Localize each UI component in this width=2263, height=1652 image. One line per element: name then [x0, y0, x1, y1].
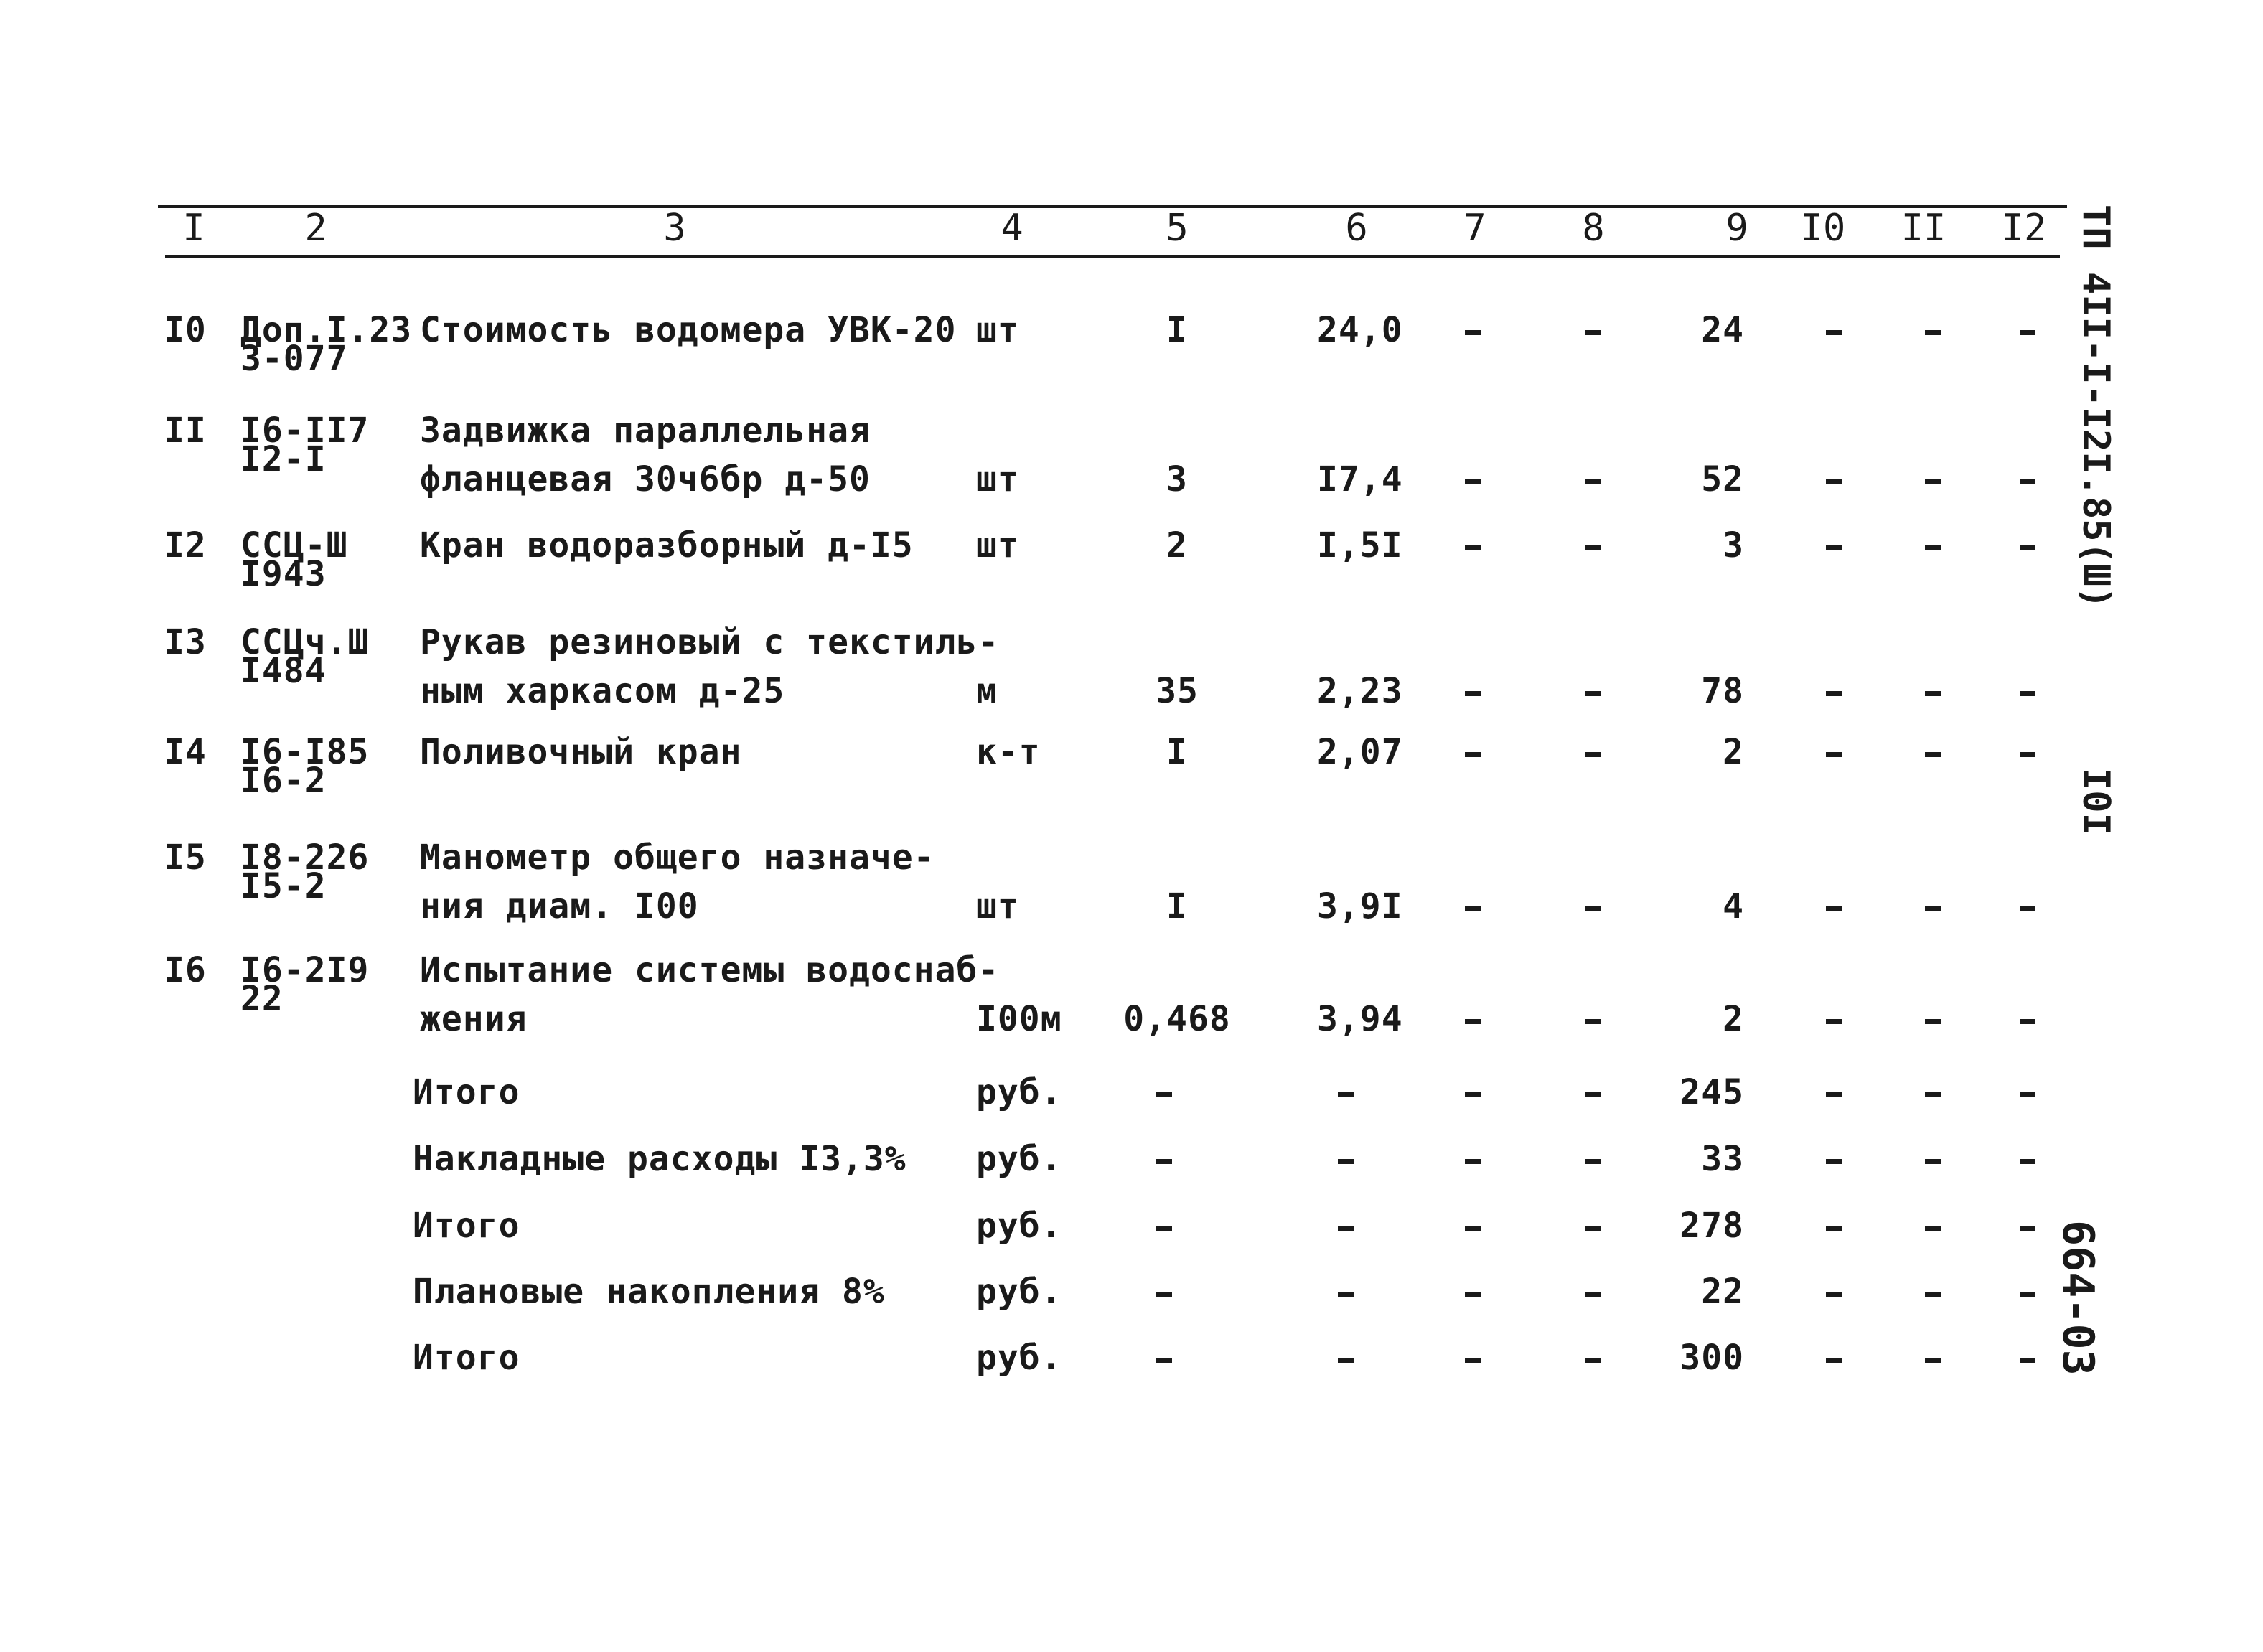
column-7-value — [1465, 1159, 1481, 1164]
column-5-value — [1156, 1292, 1172, 1297]
unit: шт — [976, 525, 1019, 565]
column-8-value — [1585, 1226, 1601, 1231]
column-11-value — [1925, 1292, 1941, 1297]
summary-label: Итого — [413, 1338, 520, 1378]
total-cost: 2 — [1723, 999, 1744, 1039]
column-7-value — [1465, 1019, 1481, 1024]
row-number: I4 — [164, 732, 207, 772]
reference-code: ССЦ-Ш — [240, 525, 348, 565]
item-name-line: ным харкасом д-25 — [420, 671, 785, 711]
column-6-value — [1338, 1358, 1354, 1363]
column-12-value — [2020, 330, 2035, 335]
item-name-line: Манометр общего назначе- — [420, 837, 935, 878]
item-name-line: ния диам. I00 — [420, 886, 699, 926]
column-header-4: 4 — [1001, 207, 1023, 250]
column-12-value — [2020, 545, 2035, 550]
column-7-value — [1465, 752, 1481, 757]
summary-unit: руб. — [976, 1072, 1062, 1112]
column-11-value — [1925, 1019, 1941, 1024]
column-header-8: 8 — [1582, 207, 1605, 250]
column-7-value — [1465, 691, 1481, 696]
unit: шт — [976, 310, 1019, 350]
quantity: 35 — [1156, 671, 1199, 711]
total-cost: 2 — [1723, 732, 1744, 772]
column-10-value — [1826, 1092, 1842, 1097]
unit-price: 2,07 — [1317, 732, 1403, 772]
row-number: I0 — [164, 310, 207, 350]
quantity: I — [1166, 886, 1188, 926]
column-8-value — [1585, 1292, 1601, 1297]
column-8-value — [1585, 1019, 1601, 1024]
summary-total: 33 — [1701, 1139, 1744, 1179]
reference-subcode: I2-I — [240, 439, 327, 479]
unit-price: 3,9I — [1317, 886, 1403, 926]
column-12-value — [2020, 1358, 2035, 1363]
total-cost: 3 — [1723, 525, 1744, 565]
row-number: I6 — [164, 950, 207, 990]
reference-code: I6-2I9 — [240, 950, 370, 990]
column-5-value — [1156, 1226, 1172, 1231]
column-7-value — [1465, 545, 1481, 550]
column-header-5: 5 — [1166, 207, 1189, 250]
column-header-9: 9 — [1725, 207, 1748, 250]
summary-total: 22 — [1701, 1272, 1744, 1312]
column-12-value — [2020, 1159, 2035, 1164]
column-6-value — [1338, 1092, 1354, 1097]
column-11-value — [1925, 906, 1941, 911]
reference-code: I6-II7 — [240, 410, 370, 451]
reference-code: I6-I85 — [240, 732, 370, 772]
item-name-line: жения — [420, 999, 528, 1039]
column-10-value — [1826, 906, 1842, 911]
column-10-value — [1826, 1159, 1842, 1164]
column-header-3: 3 — [663, 207, 686, 250]
summary-unit: руб. — [976, 1206, 1062, 1246]
column-5-value — [1156, 1358, 1172, 1363]
summary-total: 278 — [1679, 1206, 1744, 1246]
column-11-value — [1925, 545, 1941, 550]
margin-page-number: I0I — [2074, 768, 2117, 835]
column-header-11: II — [1901, 207, 1946, 250]
column-8-value — [1585, 906, 1601, 911]
column-11-value — [1925, 752, 1941, 757]
item-name-line: Рукав резиновый с текстиль- — [420, 622, 1000, 662]
item-name-line: Стоимость водомера УВК-20 — [420, 310, 957, 350]
unit-price: 2,23 — [1317, 671, 1403, 711]
unit: I00м — [976, 999, 1062, 1039]
summary-unit: руб. — [976, 1272, 1062, 1312]
column-12-value — [2020, 1226, 2035, 1231]
summary-label: Итого — [413, 1206, 520, 1246]
column-6-value — [1338, 1159, 1354, 1164]
margin-document-code: ТП 4II-I-I2I.85(Ш) — [2074, 205, 2117, 609]
summary-label: Накладные расходы I3,3% — [413, 1139, 906, 1179]
header-underline-rule — [165, 255, 2060, 258]
reference-subcode: I5-2 — [240, 866, 327, 906]
column-7-value — [1465, 1358, 1481, 1363]
column-6-value — [1338, 1226, 1354, 1231]
column-8-value — [1585, 545, 1601, 550]
column-5-value — [1156, 1092, 1172, 1097]
summary-total: 300 — [1679, 1338, 1744, 1378]
summary-total: 245 — [1679, 1072, 1744, 1112]
column-11-value — [1925, 1092, 1941, 1097]
total-cost: 4 — [1723, 886, 1744, 926]
column-header-12: I2 — [2001, 207, 2047, 250]
reference-code: ССЦч.Ш — [240, 622, 370, 662]
unit: к-т — [976, 732, 1041, 772]
quantity: I — [1166, 310, 1188, 350]
column-10-value — [1826, 479, 1842, 484]
column-6-value — [1338, 1292, 1354, 1297]
row-number: I2 — [164, 525, 207, 565]
total-cost: 78 — [1701, 671, 1744, 711]
column-11-value — [1925, 479, 1941, 484]
summary-label: Итого — [413, 1072, 520, 1112]
item-name-line: фланцевая 30ч6бр д-50 — [420, 459, 871, 499]
row-number: II — [164, 410, 207, 451]
unit-price: 24,0 — [1317, 310, 1403, 350]
table-top-rule — [158, 205, 2067, 208]
column-7-value — [1465, 1292, 1481, 1297]
column-8-value — [1585, 752, 1601, 757]
quantity: I — [1166, 732, 1188, 772]
unit: шт — [976, 886, 1019, 926]
column-header-7: 7 — [1463, 207, 1486, 250]
column-10-value — [1826, 1292, 1842, 1297]
reference-subcode: 22 — [240, 979, 284, 1019]
column-10-value — [1826, 1358, 1842, 1363]
column-12-value — [2020, 1019, 2035, 1024]
column-11-value — [1925, 691, 1941, 696]
item-name-line: Поливочный кран — [420, 732, 742, 772]
column-7-value — [1465, 330, 1481, 335]
column-10-value — [1826, 330, 1842, 335]
column-8-value — [1585, 691, 1601, 696]
column-10-value — [1826, 545, 1842, 550]
column-7-value — [1465, 1226, 1481, 1231]
column-12-value — [2020, 752, 2035, 757]
column-11-value — [1925, 1226, 1941, 1231]
column-header-10: I0 — [1800, 207, 1846, 250]
unit: шт — [976, 459, 1019, 499]
item-name-line: Кран водоразборный д-I5 — [420, 525, 914, 565]
reference-code: Доп.I.23 — [240, 310, 413, 350]
quantity: 3 — [1166, 459, 1188, 499]
column-12-value — [2020, 479, 2035, 484]
column-11-value — [1925, 330, 1941, 335]
unit: м — [976, 671, 998, 711]
column-8-value — [1585, 1092, 1601, 1097]
quantity: 2 — [1166, 525, 1188, 565]
item-name-line: Испытание системы водоснаб- — [420, 950, 1000, 990]
total-cost: 52 — [1701, 459, 1744, 499]
column-10-value — [1826, 691, 1842, 696]
reference-code: I8-226 — [240, 837, 370, 878]
item-name-line: Задвижка параллельная — [420, 410, 871, 451]
column-12-value — [2020, 1092, 2035, 1097]
reference-subcode: I484 — [240, 651, 327, 691]
column-header-2: 2 — [304, 207, 327, 250]
total-cost: 24 — [1701, 310, 1744, 350]
column-5-value — [1156, 1159, 1172, 1164]
column-10-value — [1826, 752, 1842, 757]
column-12-value — [2020, 1292, 2035, 1297]
reference-subcode: I6-2 — [240, 761, 327, 801]
unit-price: 3,94 — [1317, 999, 1403, 1039]
column-12-value — [2020, 691, 2035, 696]
column-12-value — [2020, 906, 2035, 911]
row-number: I5 — [164, 837, 207, 878]
column-11-value — [1925, 1358, 1941, 1363]
margin-stamp-number: 664-03 — [2053, 1220, 2103, 1376]
column-7-value — [1465, 1092, 1481, 1097]
column-10-value — [1826, 1019, 1842, 1024]
column-7-value — [1465, 906, 1481, 911]
column-8-value — [1585, 1159, 1601, 1164]
unit-price: I,5I — [1317, 525, 1403, 565]
column-8-value — [1585, 330, 1601, 335]
column-10-value — [1826, 1226, 1842, 1231]
column-header-6: 6 — [1345, 207, 1368, 250]
column-8-value — [1585, 1358, 1601, 1363]
row-number: I3 — [164, 622, 207, 662]
summary-label: Плановые накопления 8% — [413, 1272, 885, 1312]
column-11-value — [1925, 1159, 1941, 1164]
column-8-value — [1585, 479, 1601, 484]
reference-subcode: 3-077 — [240, 339, 348, 379]
summary-unit: руб. — [976, 1139, 1062, 1179]
summary-unit: руб. — [976, 1338, 1062, 1378]
quantity: 0,468 — [1123, 999, 1231, 1039]
column-header-1: I — [182, 207, 205, 250]
unit-price: I7,4 — [1317, 459, 1403, 499]
reference-subcode: I943 — [240, 554, 327, 594]
column-7-value — [1465, 479, 1481, 484]
